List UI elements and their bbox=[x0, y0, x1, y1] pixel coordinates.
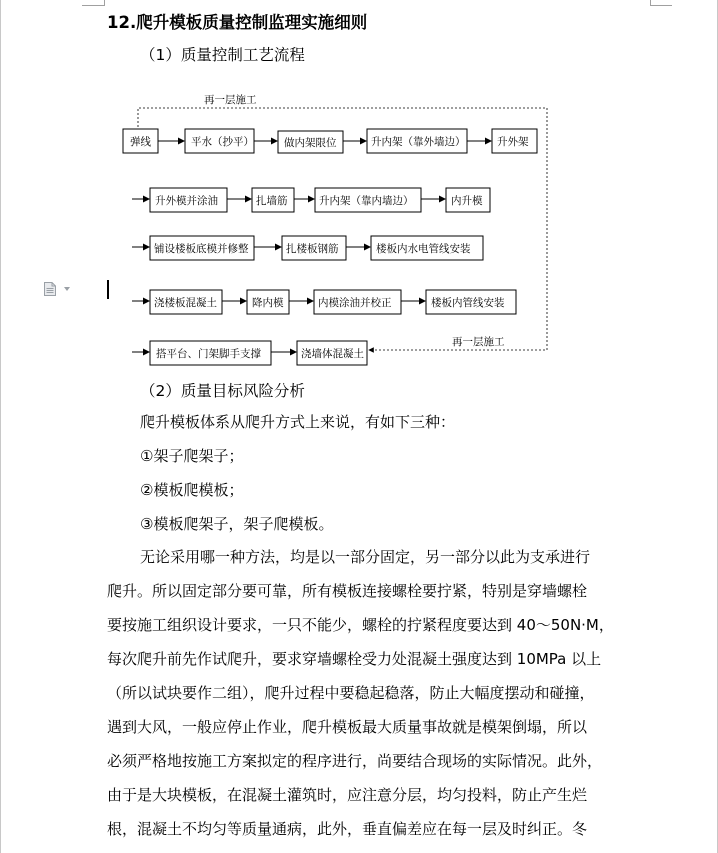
list-item: ①架子爬架子； bbox=[140, 447, 244, 465]
paragraph-line: 爬升。所以固定部分要可靠，所有模板连接螺栓要拧紧，特别是穿墙螺栓 bbox=[107, 582, 588, 600]
flow-step-label: 搭平台、门架脚手支撑 bbox=[156, 348, 261, 360]
flow-step-label: 扎墙筋 bbox=[256, 195, 288, 207]
paragraph-line: 每次爬升前先作试爬升，要求穿墙螺栓受力处混凝土强度达到 10MPa 以上 bbox=[107, 650, 602, 668]
flow-step-label: 降内模 bbox=[252, 297, 284, 309]
flow-step-label: 楼板内管线安装 bbox=[431, 297, 505, 309]
flow-step-label: 扎楼板钢筋 bbox=[286, 243, 339, 255]
flow-step-label: 做内架限位 bbox=[284, 137, 337, 149]
paragraph-line: 根，混凝土不均匀等质量通病，此外，垂直偏差应在每一层及时纠正。冬 bbox=[107, 820, 588, 838]
flow-step-label: 升外模并涂油 bbox=[155, 195, 218, 207]
list-item: ③模板爬架子，架子爬模板。 bbox=[140, 515, 334, 533]
paragraph-line: 无论采用哪一种方法，均是以一部分固定，另一部分以此为支承进行 bbox=[140, 548, 591, 566]
paragraph-line: 必须严格地按施工方案拟定的程序进行，尚要结合现场的实际情况。此外， bbox=[107, 752, 603, 770]
flow-step-label: 内模涂油并校正 bbox=[318, 297, 392, 309]
flow-step-label: 铺设楼板底模并修整 bbox=[154, 243, 249, 255]
flow-step-label: 弹线 bbox=[130, 136, 151, 148]
paragraph-line: （所以试块要作二组），爬升过程中要稳起稳落，防止大幅度摆动和碰撞， bbox=[107, 684, 595, 702]
flow-step-label: 浇楼板混凝土 bbox=[154, 297, 217, 309]
section-heading: 12.爬升模板质量控制监理实施细则 bbox=[107, 13, 368, 32]
intro-line: 爬升模板体系从爬升方式上来说，有如下三种： bbox=[140, 413, 456, 431]
flow-step-label: 升内架（靠外墙边） bbox=[371, 136, 466, 148]
section2-title: （2）质量目标风险分析 bbox=[140, 382, 305, 400]
loop-label-bottom: 再一层施工 bbox=[452, 336, 505, 348]
loop-label-top: 再一层施工 bbox=[204, 94, 257, 106]
flow-step-label: 平水（抄平） bbox=[191, 136, 254, 148]
paragraph-line: 由于是大块模板，在混凝土灌筑时，应注意分层，均匀投料，防止产生烂 bbox=[107, 786, 588, 804]
flow-step-label: 升外架 bbox=[497, 136, 529, 148]
flow-step-label: 升内架（靠内墙边） bbox=[319, 195, 414, 207]
list-item: ②模板爬模板； bbox=[140, 481, 244, 499]
flow-step-label: 浇墙体混凝土 bbox=[301, 348, 364, 360]
paragraph-line: 遇到大风，一般应停止作业，爬升模板最大质量事故就是模架倒塌，所以 bbox=[107, 718, 588, 736]
flow-step-label: 内升模 bbox=[451, 195, 483, 207]
flow-step-label: 楼板内水电管线安装 bbox=[376, 243, 471, 255]
paragraph-line: 要按施工组织设计要求，一只不能少，螺栓的拧紧程度要达到 40～50N·M， bbox=[107, 616, 614, 634]
section1-title: （1）质量控制工艺流程 bbox=[140, 46, 305, 64]
